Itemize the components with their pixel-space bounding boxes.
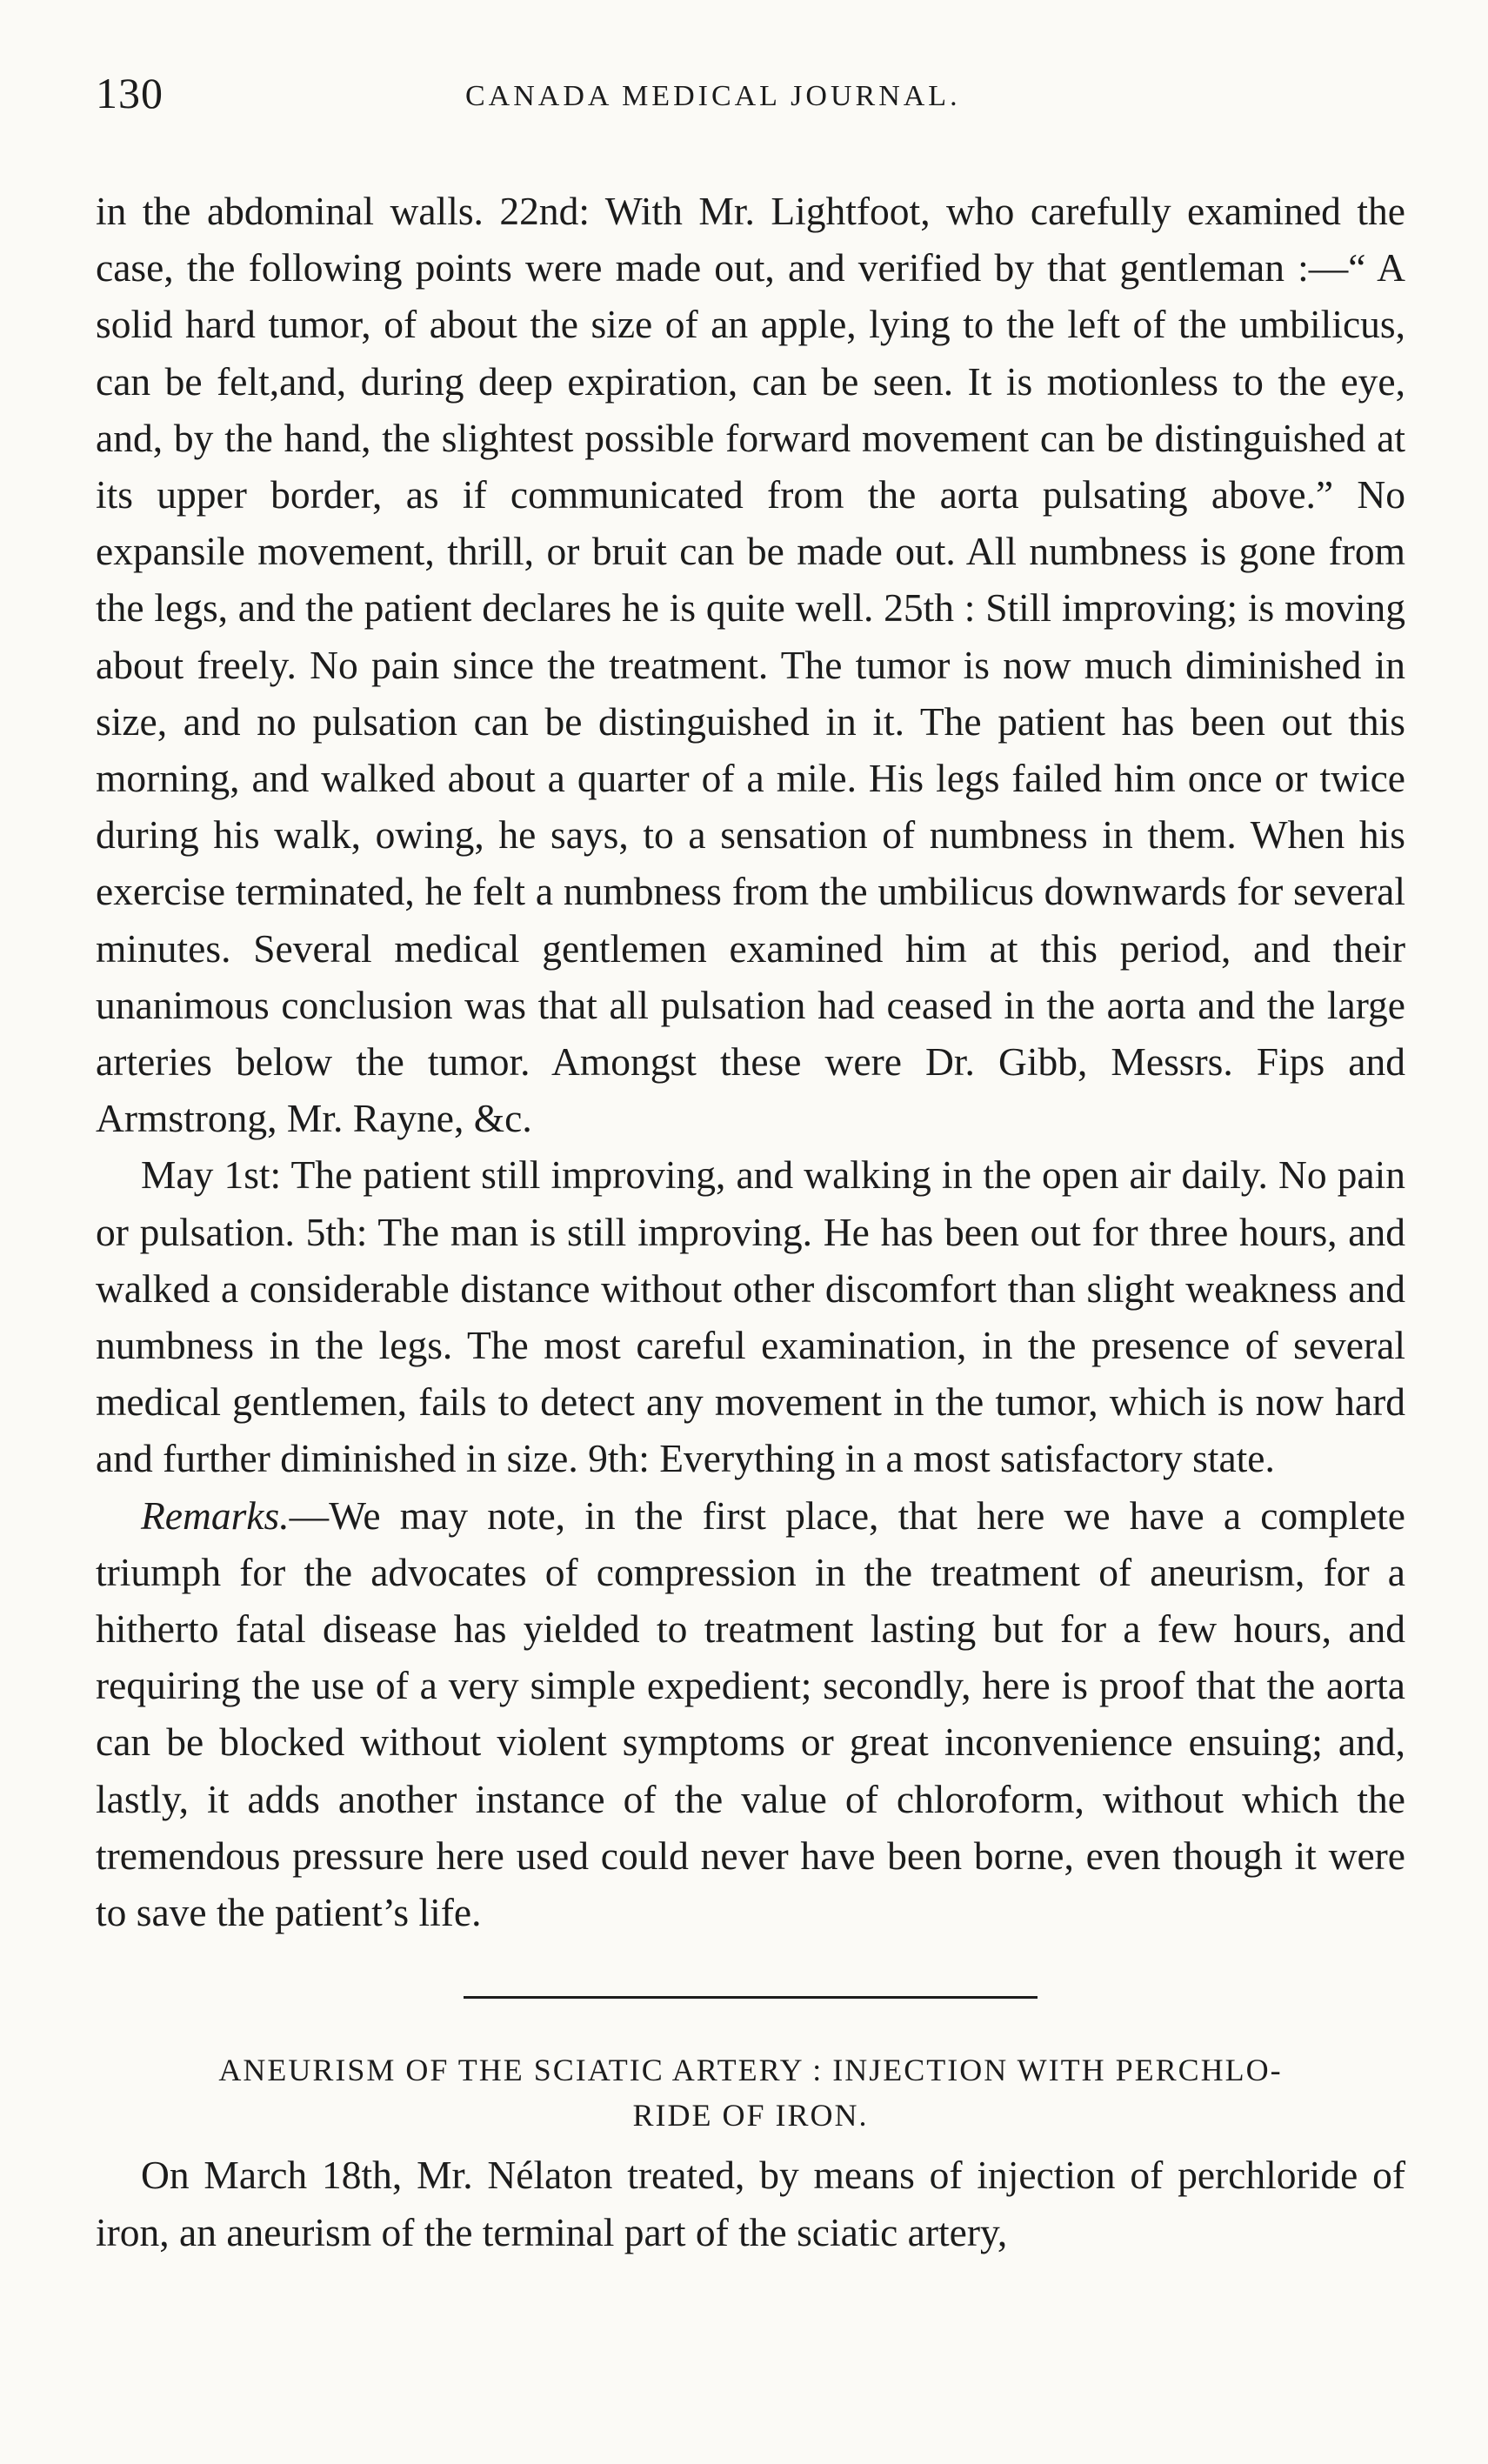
paragraph-case-report: in the abdominal walls. 22nd: With Mr. Lightfoot, who carefully examined the case, the following points were made out, and verified by that gentleman :—“ A solid hard tumor, of about the size of an apple, lying to the left of the umbilicus, can be felt,and, during deep expiration, can be seen. It is motionless to the eye, and, by the hand, the slightest possible forward movement can be distinguished at its upper border, as if communicated from the aorta pulsating above.” No expansile movement, thrill, or bruit can be made out. All numbness is gone from the legs, and the patient declares he is quite well. 25th : Still improving; is moving about freely. No pain since the treatment. The tumor is now much diminished in size, and no pulsation can be distinguished in it. The patient has been out this morning, and walked about a quarter of a mile. His legs failed him once or twice during his walk, owing, he says, to a sensation of numbness in them. When his exercise terminated, he felt a numbness from the umbilicus downwards for several minutes. Several medical gentlemen examined him at this period, and their unanimous conclusion was that all pulsation had ceased in the aorta and the large arteries below the tumor. Amongst these were Dr. Gibb, Messrs. Fips and Armstrong, Mr. Rayne, &c. — [96, 189, 1405, 1141]
section-heading-line-2: RIDE OF IRON. — [632, 2098, 869, 2133]
section-heading — [96, 2047, 1405, 2138]
paragraph-sciatic-aneurism: On March 18th, Mr. Nélaton treated, by means of injection of perchloride of iron, an aneurism of the terminal part of the sciatic artery, — [96, 2153, 1405, 2254]
article-body — [96, 183, 1405, 1940]
remarks-text: —We may note, in the first place, that here we have a complete triumph for the advocates of compression in the treatment of aneurism, for a hitherto fatal disease has yielded to treatment lasting but for a few hours, and requiring the use of a very simple expedient; secondly, here is proof that the aorta can be blocked without violent symptoms or great inconvenience ensuing; and, lastly, it adds another instance of the value of chloroform, without which the tremendous pressure here used could never have been borne, even though it were to save the patient’s life. — [96, 1492, 1405, 1935]
remarks-label: Remarks. — [141, 1492, 290, 1538]
running-head — [96, 68, 1405, 129]
section-heading-line-1: ANEURISM OF THE SCIATIC ARTERY : INJECTION WITH PERCHLO- — [218, 2053, 1283, 2088]
paragraph-remarks — [96, 1487, 1405, 1941]
section-divider — [464, 1996, 1038, 1999]
page-number: 130 — [96, 69, 163, 117]
journal-title: CANADA MEDICAL JOURNAL. — [465, 80, 961, 112]
paragraph-may-progress: May 1st: The patient still improving, and walking in the open air daily. No pain or pulsation. 5th: The man is still improving. He has been out for three hours, and walked a considerable distance without other discomfort than slight weakness and numbness in the legs. The most careful examination, in the presence of several medical gentlemen, fails to detect any movement in the tumor, which is now hard and further diminished in size. 9th: Everything in a most satisfactory state. — [96, 1152, 1405, 1481]
section-body — [96, 2147, 1405, 2260]
